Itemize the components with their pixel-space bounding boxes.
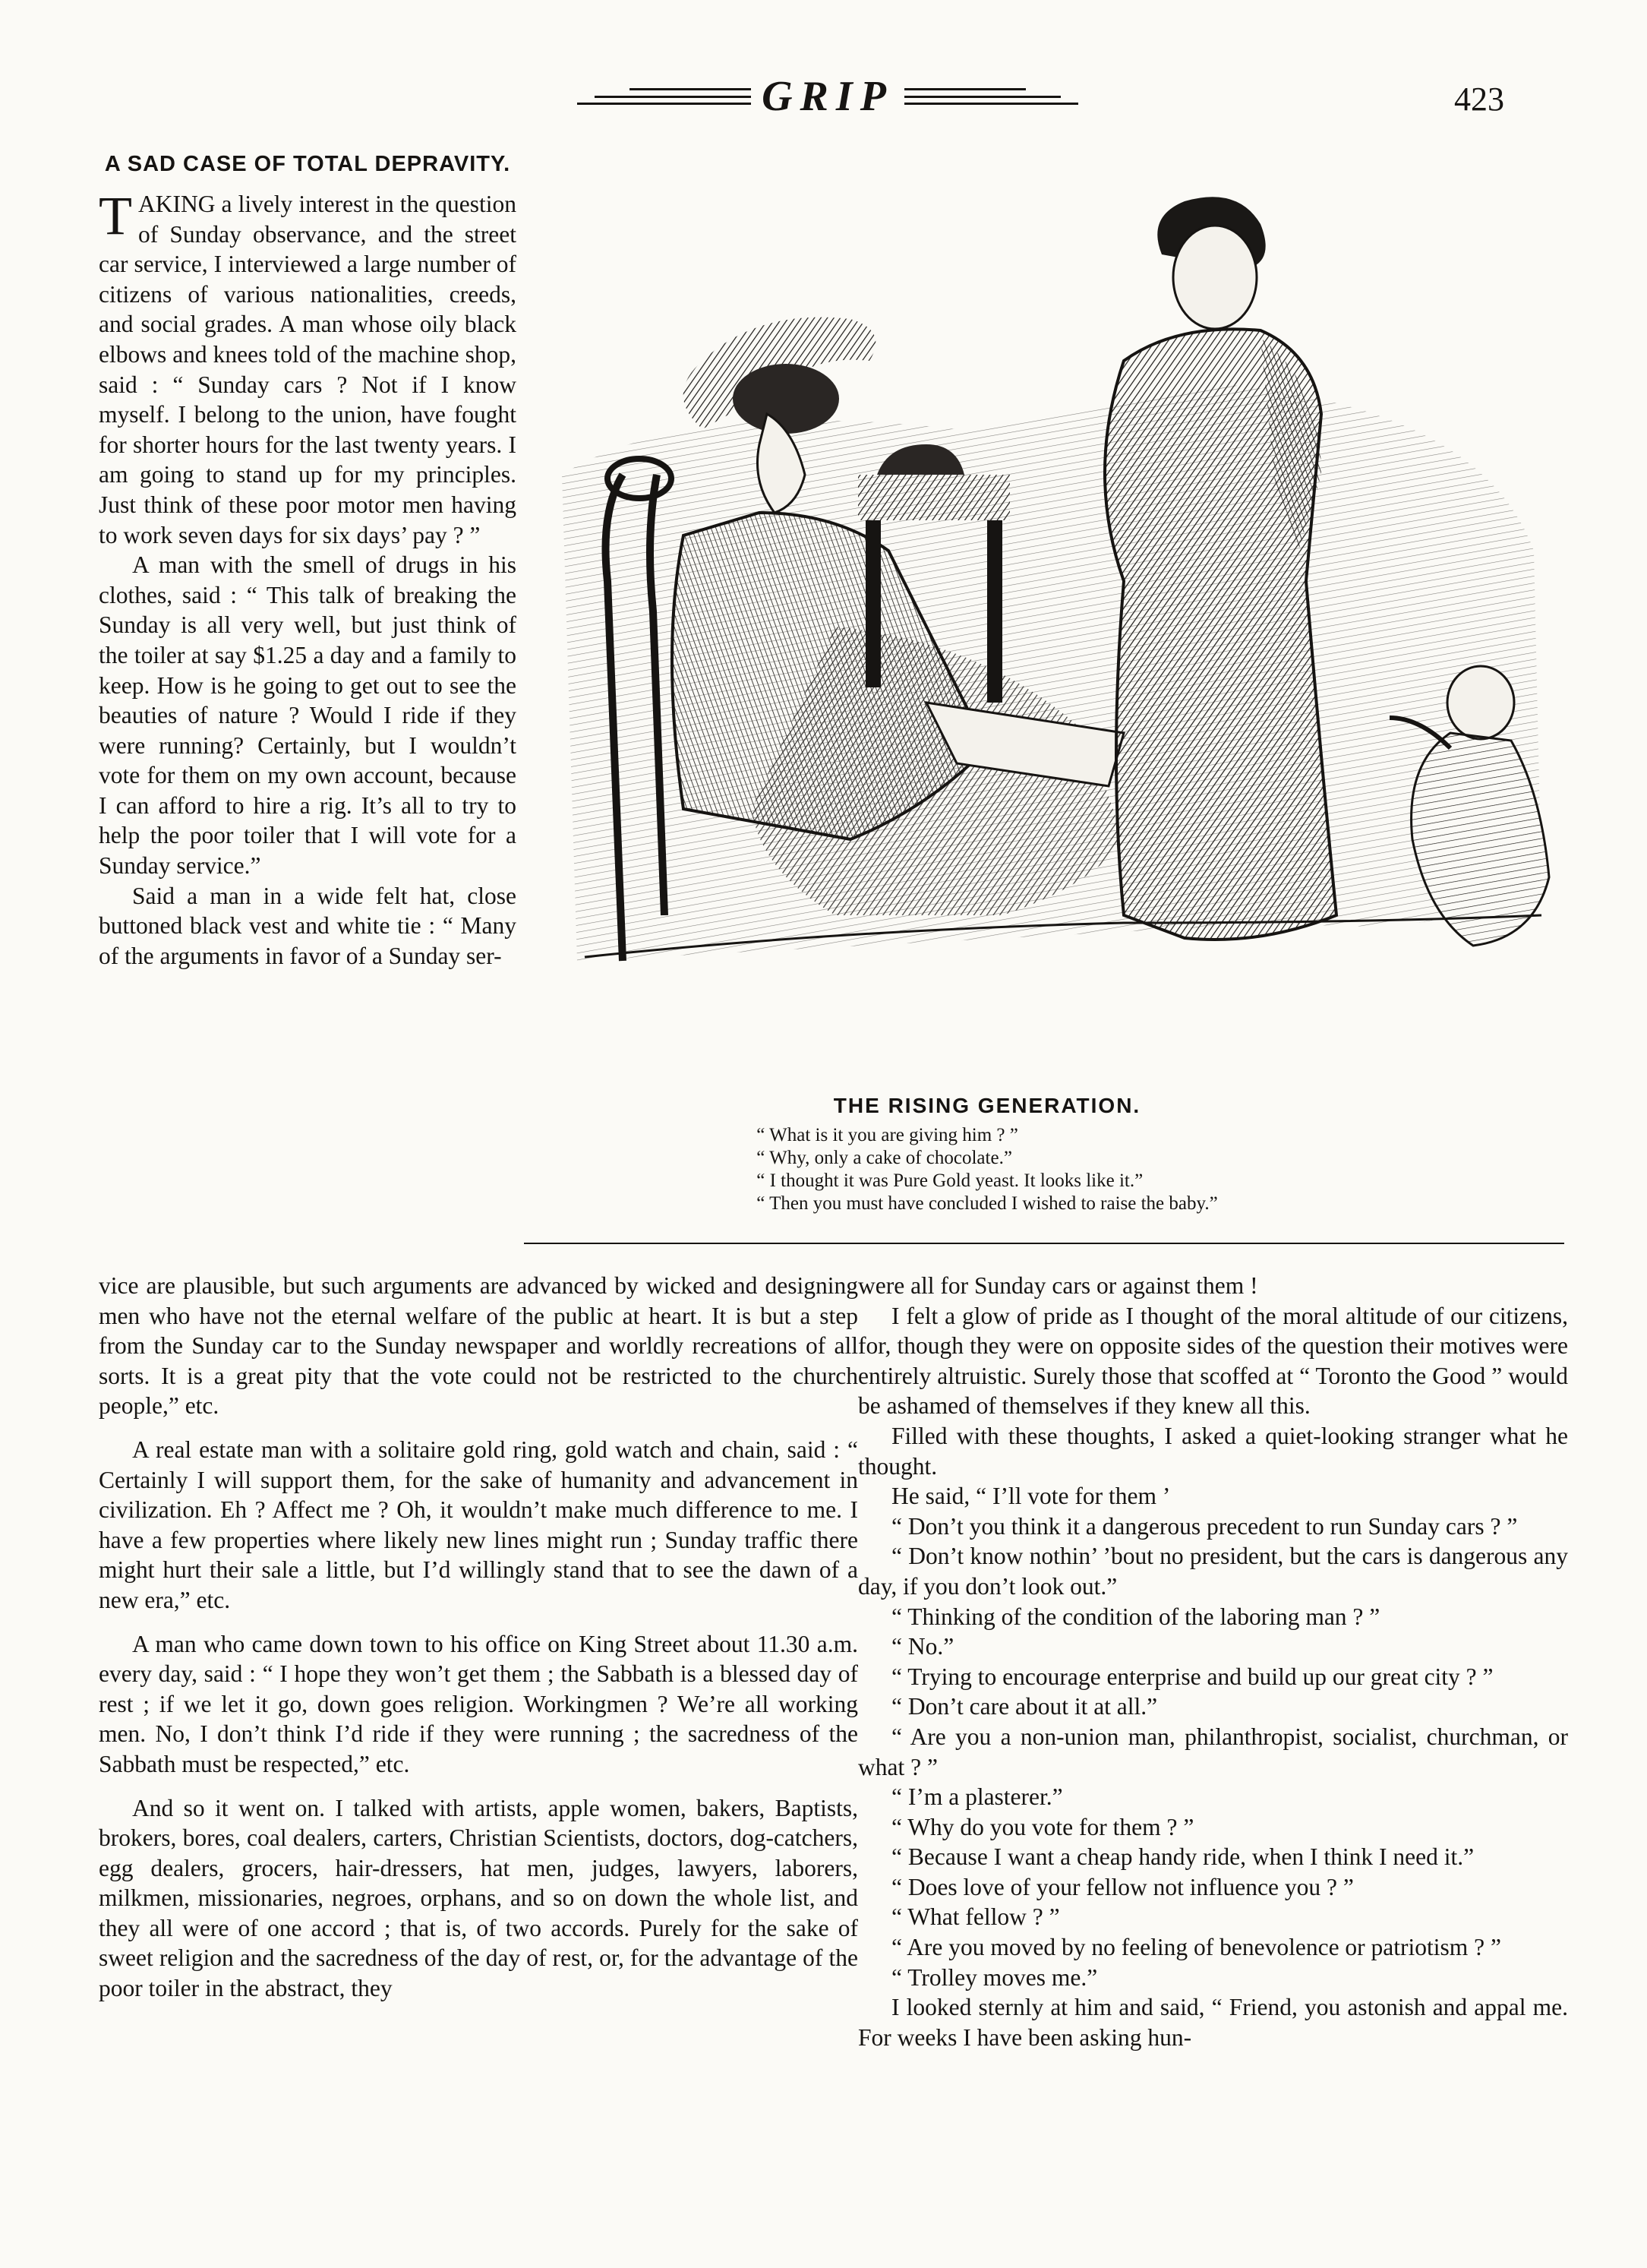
- article-paragraph: “ Don’t you think it a dangerous precedent to run Sunday cars ? ”: [891, 1512, 1518, 1540]
- article-paragraph: “ I’m a plasterer.”: [891, 1783, 1063, 1811]
- paragraph-text: AKING a lively interest in the question of Sunday observance, and the street car service, I interviewed a large number of citizens of various nationalities, creeds, and social grades. A man whose oily black elbows and knees told of the machine shop, said : “ Sunday cars ? Not if I know myself. I belong to the union, have fought for shorter hours for the last twenty years. I am going to stand up for my principles. Just think of these poor motor men having to work seven days for six days’ pay ? ”: [99, 191, 516, 548]
- article-paragraph: Said a man in a wide felt hat, close buttoned black vest and white tie : “ Many of the arguments in favor of a Sunday ser-: [99, 882, 516, 969]
- article-paragraph: “ Thinking of the condition of the laboring man ? ”: [891, 1603, 1380, 1630]
- page-number: 423: [1454, 81, 1504, 118]
- article-paragraph: “ Does love of your fellow not influence you ? ”: [891, 1873, 1354, 1900]
- article-paragraph: “ What fellow ? ”: [891, 1903, 1060, 1931]
- article-paragraph: A real estate man with a solitaire gold ring, gold watch and chain, said : “ Certainly I will support them, for the sake of humanity and advancement in civilization. Eh ? Affect me ? Oh, it wouldn’t make much difference to me. I have a few properties where likely new lines might run ; Sunday traffic there might hurt their sale a little, but I’d willingly stand that to see the dawn of a new era,” etc.: [99, 1436, 858, 1613]
- caption-divider: [524, 1243, 1564, 1244]
- article-paragraph: He said, “ I’ll vote for them ’: [891, 1483, 1171, 1510]
- masthead-title: GRIP: [762, 73, 894, 120]
- caption-line: “ I thought it was Pure Gold yeast. It looks like it.”: [756, 1170, 1144, 1191]
- article-paragraph: “ Why do you vote for them ? ”: [891, 1813, 1194, 1840]
- article-paragraph: “ Trying to encourage enterprise and build up our great city ? ”: [891, 1663, 1494, 1690]
- caption-title: THE RISING GENERATION.: [833, 1094, 1141, 1117]
- article-paragraph: “ Because I want a cheap handy ride, when I think I need it.”: [891, 1843, 1475, 1871]
- article-title: A SAD CASE OF TOTAL DEPRAVITY.: [104, 152, 511, 176]
- illustration-rising-generation: [532, 156, 1595, 1162]
- article-paragraph: I looked sternly at him and said, “ Friend, you astonish and appal me. For weeks I have been asking hun-: [858, 1994, 1568, 2051]
- drop-cap: T: [99, 185, 132, 246]
- left-column: [99, 148, 516, 971]
- caption-dialogue: [756, 1124, 1217, 1215]
- article-paragraph: “ Trolley moves me.”: [891, 1963, 1098, 1991]
- article-paragraph: were all for Sunday cars or against them !: [858, 1272, 1258, 1299]
- article-paragraph: A man with the smell of drugs in his clothes, said : “ This talk of breaking the Sunday is all very well, but just think of the toiler at say $1.25 a day and a family to keep. How is he going to get out to see the beauties of nature ? Would I ride if they were running? Certainly, but I wouldn’t vote for them on my own account, because I can afford to hire a rig. It’s all to try to help the poor toiler that I will vote for a Sunday service.”: [99, 551, 516, 880]
- illustration-caption: [532, 1094, 1443, 1215]
- article-paragraph: I felt a glow of pride as I thought of the moral altitude of our citizens, for, though they were on opposite sides of the question their motives were entirely altruistic. Surely those that scoffed at “ Toronto the Good ” would be ashamed of themselves if they knew all this.: [858, 1302, 1568, 1420]
- masthead-rule-right: [904, 88, 1078, 105]
- article-paragraph: And so it went on. I talked with artists, apple women, bakers, Baptists, brokers, bores, coal dealers, carters, Christian Scientists, doctors, dog-catchers, egg dealers, grocers, hair-dressers, hat men, judges, lawyers, laborers, milkmen, missionaries, negroes, orphans, and so on down the whole list, and they all were of one accord ; that is, of two accords. Purely for the sake of sweet religion and the sacredness of the day of rest, or, for the advantage of the poor toiler in the abstract, they: [99, 1794, 858, 2002]
- article-paragraph: “ No.”: [891, 1633, 954, 1660]
- article-paragraph: A man who came down town to his office on King Street about 11.30 a.m. every day, said : “ I hope they won’t get them ; the Sabbath is a blessed day of rest ; if we let it go, down goes religion. Workingmen ? We’re all working men. No, I don’t think I’d ride if they were running ; the sacredness of the Sabbath must be respected,” etc.: [99, 1630, 858, 1777]
- article-paragraph: vice are plausible, but such arguments are advanced by wicked and designing men who have not the eternal welfare of the public at heart. It is but a step from the Sunday car to the Sunday newspaper and worldly recreations of all sorts. It is a great pity that the vote could not be restricted to the church people,” etc.: [99, 1272, 858, 1420]
- article-paragraph: “ Are you a non-union man, philanthropist, socialist, churchman, or what ? ”: [858, 1723, 1568, 1780]
- caption-line: “ What is it you are giving him ? ”: [756, 1125, 1018, 1145]
- bottom-left-column: [99, 1271, 858, 2004]
- article-paragraph: [99, 185, 516, 550]
- caption-line: “ Then you must have concluded I wished to raise the baby.”: [756, 1193, 1218, 1214]
- masthead-rule-left: [577, 88, 751, 105]
- article-paragraph: Filled with these thoughts, I asked a quiet-looking stranger what he thought.: [858, 1422, 1568, 1480]
- article-paragraph: “ Don’t know nothin’ ’bout no president, but the cars is dangerous any day, if you don’t look out.”: [858, 1543, 1568, 1600]
- bottom-right-column: [858, 1271, 1568, 2052]
- masthead: [577, 70, 1078, 123]
- caption-line: “ Why, only a cake of chocolate.”: [756, 1148, 1012, 1168]
- article-paragraph: “ Are you moved by no feeling of benevolence or patriotism ? ”: [891, 1934, 1501, 1961]
- article-paragraph: “ Don’t care about it at all.”: [891, 1693, 1158, 1720]
